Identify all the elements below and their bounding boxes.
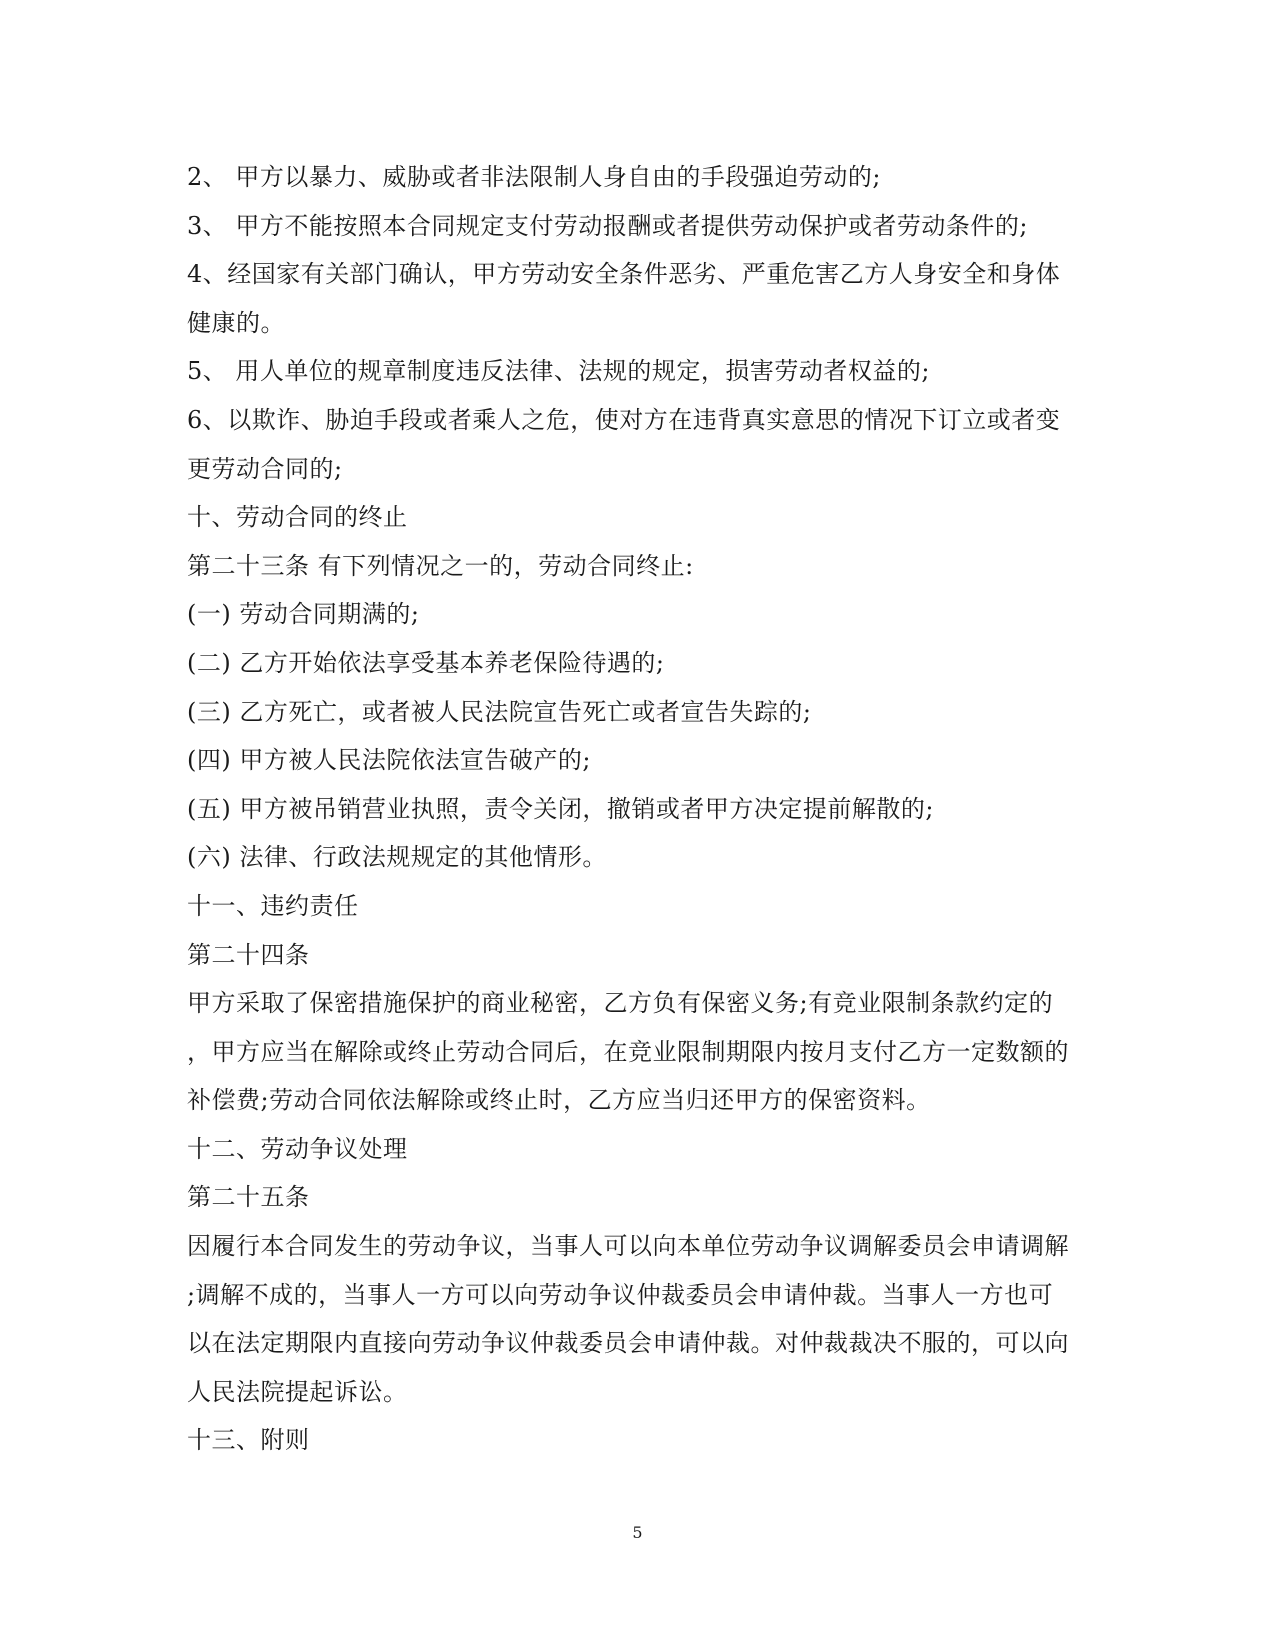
list-item: (三) 乙方死亡，或者被人民法院宣告死亡或者宣告失踪的; (187, 697, 812, 726)
list-item: (二) 乙方开始依法享受基本养老保险待遇的; (187, 648, 665, 677)
clause-line: 6、以欺诈、胁迫手段或者乘人之危，使对方在违背真实意思的情况下订立或者变 (187, 405, 1061, 434)
clause-line: 5、 用人单位的规章制度违反法律、法规的规定，损害劳动者权益的; (187, 357, 930, 386)
paragraph-line: ，甲方应当在解除或终止劳动合同后，在竞业限制期限内按月支付乙方一定数额的 (187, 1037, 1069, 1066)
list-item: (六) 法律、行政法规规定的其他情形。 (187, 843, 607, 872)
clause-line: 更劳动合同的; (187, 454, 343, 483)
section-heading: 十一、违约责任 (187, 891, 359, 920)
section-heading: 十三、附则 (187, 1426, 310, 1455)
list-item: (五) 甲方被吊销营业执照，责令关闭，撤销或者甲方决定提前解散的; (187, 794, 934, 823)
paragraph-line: 人民法院提起诉讼。 (187, 1377, 408, 1406)
paragraph-line: 甲方采取了保密措施保护的商业秘密，乙方负有保密义务;有竞业限制条款约定的 (187, 989, 1054, 1018)
clause-line: 健康的。 (187, 308, 285, 337)
clause-line: 2、 甲方以暴力、威胁或者非法限制人身自由的手段强迫劳动的; (187, 163, 881, 191)
paragraph-line: 补偿费;劳动合同依法解除或终止时，乙方应当归还甲方的保密资料。 (187, 1086, 931, 1115)
paragraph-line: 因履行本合同发生的劳动争议，当事人可以向本单位劳动争议调解委员会申请调解 (187, 1232, 1069, 1261)
clause-line: 3、 甲方不能按照本合同规定支付劳动报酬或者提供劳动保护或者劳动条件的; (187, 211, 1028, 240)
list-item: (一) 劳动合同期满的; (187, 600, 420, 629)
article-heading: 第二十三条 有下列情况之一的，劳动合同终止: (187, 551, 694, 580)
section-heading: 十、劳动合同的终止 (187, 503, 408, 532)
page-number: 5 (632, 1523, 643, 1542)
document-body (187, 153, 1087, 1465)
paragraph-line: ;调解不成的，当事人一方可以向劳动争议仲裁委员会申请仲裁。当事人一方也可 (187, 1280, 1054, 1309)
paragraph-line: 以在法定期限内直接向劳动争议仲裁委员会申请仲裁。对仲裁裁决不服的，可以向 (187, 1329, 1069, 1358)
article-heading: 第二十五条 (187, 1183, 310, 1212)
section-heading: 十二、劳动争议处理 (187, 1134, 408, 1163)
article-heading: 第二十四条 (187, 940, 310, 969)
list-item: (四) 甲方被人民法院依法宣告破产的; (187, 746, 591, 775)
clause-line: 4、经国家有关部门确认，甲方劳动安全条件恶劣、严重危害乙方人身安全和身体 (187, 260, 1061, 289)
